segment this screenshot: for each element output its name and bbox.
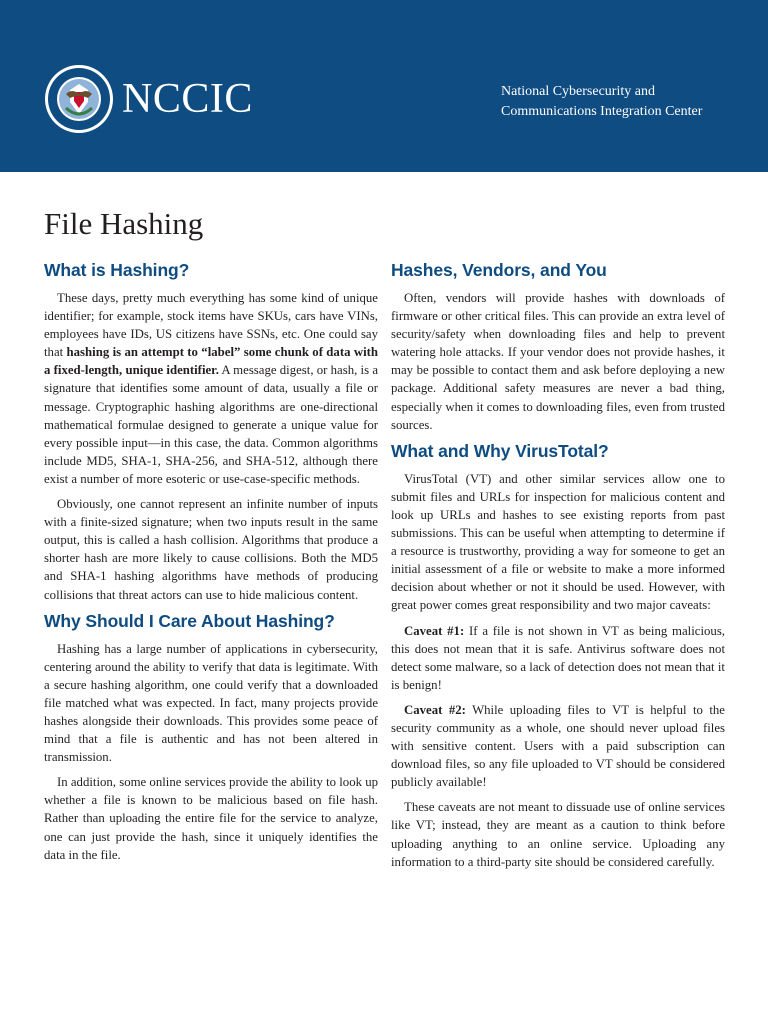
left-column: [44, 257, 378, 871]
page-title: File Hashing: [44, 206, 204, 241]
paragraph: These caveats are not meant to dissuade use of online services like VT; instead, they are meant as a caution to think before uploading anything to an online service. Uploading any information to a third-party site should be considered carefully.: [391, 800, 725, 869]
heading-what-is-hashing: What is Hashing?: [44, 260, 190, 280]
org-name-line-2: Communications Integration Center: [501, 104, 703, 119]
paragraph: In addition, some online services provide the ability to look up whether a file is known to be malicious based on file hash. Rather than uploading the entire file for the service to analyze, one can just provide the hash, since it uniquely identifies the data in the file.: [44, 775, 378, 862]
paragraph: VirusTotal (VT) and other similar services allow one to submit files and URLs for inspection for malicious content and look up URLs and hashes to see existing reports from past submissions. This can be useful when attempting to determine if a resource is trustworthy, providing a way for someone to get an initial assessment of a file or website to make a more informed decision about whether or not it should be used. However, with great power comes great responsibility and two major caveats:: [391, 471, 725, 613]
caveat-1: Caveat #1: If a file is not shown in VT as being malicious, this does not mean that it is safe. Antivirus software does not detect some malware, so a lack of detection does not mean that it is benign!: [391, 623, 725, 692]
header-banner: [0, 0, 768, 172]
caveat-1-label: Caveat #1:: [404, 623, 465, 638]
org-full-name: [501, 82, 702, 122]
paragraph: Hashing has a large number of applications in cybersecurity, centering around the ability to verify that data is legitimate. With a secure hashing algorithm, one could verify that a downloaded file matched what was expected. In fact, many projects provide hashes alongside their downloads. This provides some peace of mind that a file is authentic and has not been altered in transmission.: [44, 641, 378, 765]
dhs-seal-icon: [44, 64, 114, 134]
caveat-2-label: Caveat #2:: [404, 702, 466, 717]
caveat-2: Caveat #2: While uploading files to VT is helpful to the security community as a whole, one should never upload files with sensitive content. Users with a paid subscription can download files, so any file uploaded to VT should be considered publicly available!: [391, 702, 725, 790]
org-acronym: NCCIC: [122, 76, 253, 122]
org-name-line-1: National Cybersecurity and: [501, 84, 655, 99]
heading-vendors: Hashes, Vendors, and You: [391, 260, 607, 280]
bold-definition: hashing is an attempt to “label” some chunk of data with a fixed-length, unique identifier.: [44, 345, 379, 378]
heading-why-care: Why Should I Care About Hashing?: [44, 610, 335, 631]
paragraph: Often, vendors will provide hashes with downloads of firmware or other critical files. This can provide an extra level of security/safety when downloading files and help to prevent watering hole attacks. If your vendor does not provide hashes, it may be possible to contact them and ask before deploying a new package. Additional safety measures are never a bad thing, especially when it comes to downloading files, even from trusted sources.: [391, 291, 725, 432]
heading-virustotal: What and Why VirusTotal?: [391, 440, 609, 461]
right-column: [391, 257, 725, 878]
paragraph: These days, pretty much everything has some kind of unique identifier; for example, stock items have SKUs, cars have VINs, employees have IDs, US citizens have SSNs, etc. One could say that hashing is an attempt to “label” some chunk of data with a fixed-length, unique identifier. A message digest, or hash, is a signature that identifies some amount of data, usually a file or message. Cryptographic hashing algorithms are one-directional mathematical formulae designed to generate a unique value for every possible input—in this case, the data. Common algorithms include MD5, SHA-1, SHA-256, and SHA-512, although there exist a number of more esoteric or use-case-specific methods.: [44, 291, 379, 486]
paragraph: Obviously, one cannot represent an infinite number of inputs with a finite-sized signature; when two inputs result in the same output, this is called a hash collision. Algorithms that produce a shorter hash are more likely to cause collisions. Both the MD5 and SHA-1 hashing algorithms have methods of producing collisions that threat actors can use to hide malicious content.: [44, 497, 378, 602]
